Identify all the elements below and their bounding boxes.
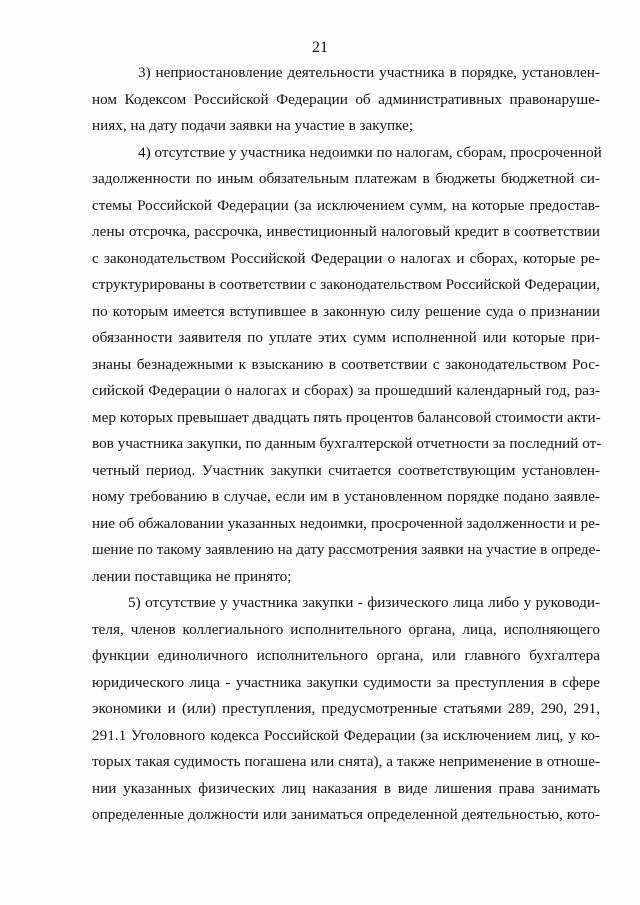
text-line: юридического лица - участника закупки судимости за преступления в сфере [92,673,600,691]
text-line: торых такая судимость погашена или снята), а также неприменение в отноше- [92,753,600,770]
text-line: вов участника закупки, по данным бухгалтерской отчетности за последний от- [92,435,602,452]
text-line: нии указанных физических лиц наказания в виде лишения права занимать [92,779,600,797]
text-line: ниях, на дату подачи заявки на участие в закупке; [92,117,414,134]
text-line: мер которых превышает двадцать пять процентов балансовой стоимости акти- [92,408,601,426]
text-line: ном Кодексом Российской Федерации об административных правонаруше- [92,90,600,108]
text-line: функции единоличного исполнительного органа, или главного бухгалтера [92,647,600,664]
text-line: 3) неприостановление деятельности участника в порядке, установлен- [138,64,600,81]
text-line: стемы Российской Федерации (за исключением сумм, на которые предостав- [92,196,600,214]
text-line: с законодательством Российской Федерации о налогах и сборах, которые ре- [92,249,600,267]
text-line: теля, членов коллегиального исполнительного органа, лица, исполняющего [92,620,600,638]
body-text [92,60,600,829]
text-line: сийской Федерации о налогах и сборах) за прошедший календарный год, раз- [92,382,600,399]
text-line: обязанности заявителя по уплате этих сумм исполненной или которые при- [92,329,600,346]
text-line: ному требованию в случае, если им в установленном порядке подано заявле- [92,488,600,505]
text-line: 4) отсутствие у участника недоимки по налогам, сборам, просроченной [138,143,602,161]
text-line: структурированы в соответствии с законодательством Российской Федерации, [92,276,600,293]
text-line: ние об обжаловании указанных недоимки, просроченной задолженности и ре- [92,514,600,532]
text-line: экономики и (или) преступления, предусмотренные статьями 289, 290, 291, [92,700,600,717]
text-line: по которым имеется вступившее в законную силу решение суда о признании [92,302,600,320]
text-line: задолженности по иным обязательным платежам в бюджеты бюджетной си- [92,170,600,187]
text-line: знаны безнадежными к взысканию в соответствии с законодательством Рос- [92,355,600,373]
text-line: определенные должности или заниматься определенной деятельностью, кото- [92,806,600,823]
page-number: 21 [312,39,328,56]
text-line: 5) отсутствие у участника закупки - физического лица либо у руководи- [128,594,600,611]
text-line: шение по такому заявлению на дату рассмотрения заявки на участие в опреде- [92,541,601,558]
text-line: четный период. Участник закупки считается соответствующим установлен- [92,461,600,479]
text-line: лены отсрочка, рассрочка, инвестиционный налоговый кредит в соответствии [92,223,600,240]
text-line: 291.1 Уголовного кодекса Российской Федерации (за исключением лиц, у ко- [92,726,600,744]
text-line: лении поставщика не принято; [92,567,292,585]
